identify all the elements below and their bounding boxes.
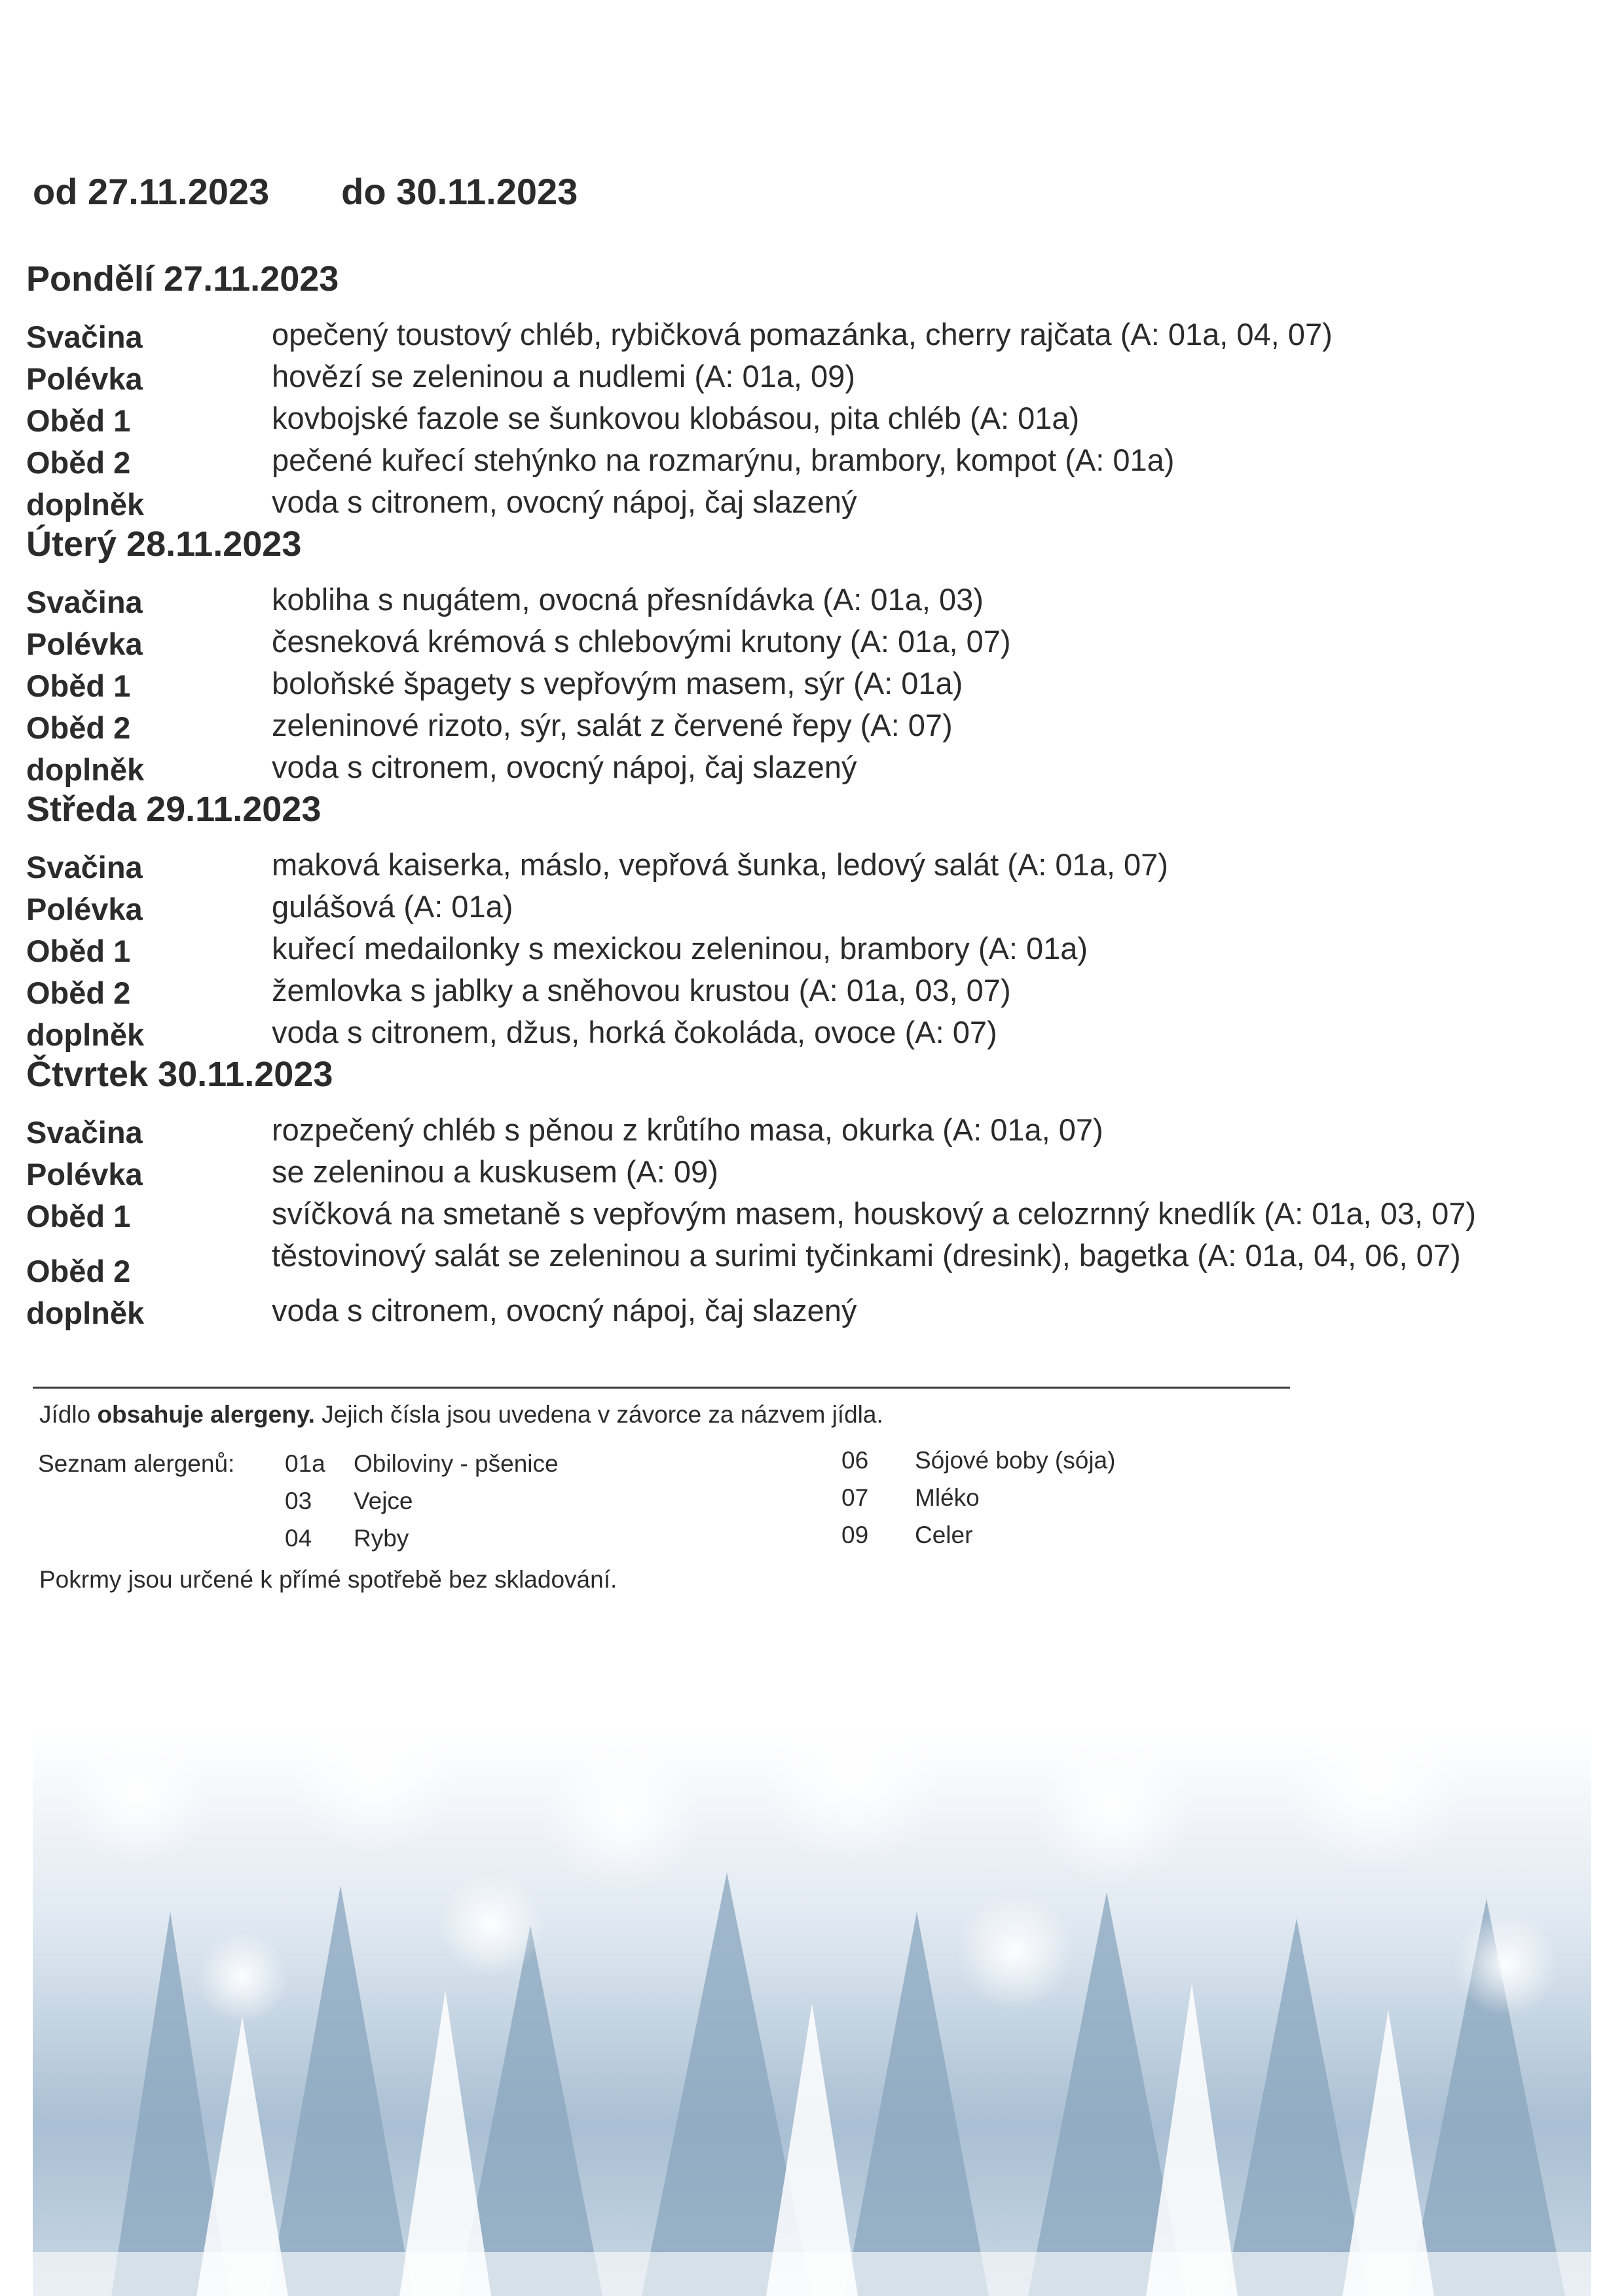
meal-text: opečený toustový chléb, rybičková pomazánka, cherry rajčata (A: 01a, 04, 07) <box>272 317 1333 352</box>
meal-label: Oběd 1 <box>26 934 131 968</box>
menu-row <box>26 399 1532 441</box>
allergen-item <box>841 1447 1115 1474</box>
menu-row <box>26 1236 1532 1291</box>
menu-row <box>26 971 1532 1013</box>
menu-row <box>26 887 1532 929</box>
meal-label: doplněk <box>26 1017 145 1052</box>
menu-row <box>26 1110 1532 1152</box>
meal-text: maková kaiserka, máslo, vepřová šunka, ledový salát (A: 01a, 07) <box>272 847 1168 882</box>
meal-label: Oběd 1 <box>26 1199 131 1233</box>
allergen-note-bold: obsahuje alergeny. <box>97 1401 315 1428</box>
meal-label: doplněk <box>26 1296 145 1330</box>
allergen-item <box>841 1522 972 1549</box>
meal-label: Svačina <box>26 1115 143 1150</box>
menu-row <box>26 315 1532 357</box>
divider-line <box>33 1387 1290 1389</box>
date-range <box>33 170 578 213</box>
allergen-code: 09 <box>841 1522 869 1548</box>
meal-label: Svačina <box>26 585 143 619</box>
meal-label: Oběd 2 <box>26 710 131 745</box>
allergen-code: 03 <box>285 1487 312 1514</box>
day-title: Středa 29.11.2023 <box>26 790 322 829</box>
allergen-code: 04 <box>285 1525 312 1552</box>
allergen-name: Celer <box>915 1522 973 1548</box>
menu-row <box>26 1152 1532 1194</box>
allergen-name: Obiloviny - pšenice <box>354 1450 559 1477</box>
day-monday <box>26 259 1532 524</box>
menu-row <box>26 441 1532 483</box>
meal-text: hovězí se zeleninou a nudlemi (A: 01a, 09) <box>272 359 855 393</box>
menu-row <box>26 622 1532 664</box>
meal-label: Oběd 1 <box>26 668 131 703</box>
meal-label: Oběd 1 <box>26 403 131 438</box>
meal-label: doplněk <box>26 487 145 522</box>
meal-text: rozpečený chléb s pěnou z krůtího masa, okurka (A: 01a, 07) <box>272 1112 1103 1147</box>
meal-text: voda s citronem, ovocný nápoj, čaj slazený <box>272 484 857 519</box>
meal-text: kovbojské fazole se šunkovou klobásou, pita chléb (A: 01a) <box>272 401 1080 435</box>
date-from: od 27.11.2023 <box>33 171 270 212</box>
allergen-list-label: Seznam alergenů: <box>38 1450 235 1477</box>
meal-label: doplněk <box>26 752 145 787</box>
meal-text: kuřecí medailonky s mexickou zeleninou, brambory (A: 01a) <box>272 931 1088 966</box>
winter-forest-illustration <box>33 1676 1591 2296</box>
meal-text: žemlovka s jablky a sněhovou krustou (A: 01a, 03, 07) <box>272 973 1011 1008</box>
menu-row <box>26 1194 1532 1236</box>
meal-text: voda s citronem, ovocný nápoj, čaj slazený <box>272 1293 857 1328</box>
day-tuesday <box>26 524 1532 790</box>
meal-text: česneková krémová s chlebovými krutony (A: 01a, 07) <box>272 624 1011 659</box>
day-wednesday <box>26 789 1532 1055</box>
meal-label: Svačina <box>26 319 143 354</box>
menu-row <box>26 357 1532 399</box>
meal-label: Polévka <box>26 627 143 661</box>
menu-row <box>26 706 1532 748</box>
meal-label: Polévka <box>26 361 143 396</box>
allergen-note <box>39 1401 883 1429</box>
day-title: Pondělí 27.11.2023 <box>26 259 339 299</box>
menu-row <box>26 1291 1532 1333</box>
allergen-code: 01a <box>285 1450 325 1477</box>
meal-text: boloňské špagety s vepřovým masem, sýr (A: 01a) <box>272 666 963 701</box>
allergen-name: Sójové boby (sója) <box>915 1447 1116 1474</box>
day-thursday <box>26 1054 1532 1333</box>
meal-text: kobliha s nugátem, ovocná přesnídávka (A: 01a, 03) <box>272 582 984 617</box>
allergen-item <box>285 1487 413 1515</box>
meal-text: gulášová (A: 01a) <box>272 889 513 924</box>
meal-text: voda s citronem, džus, horká čokoláda, ovoce (A: 07) <box>272 1015 997 1049</box>
meal-text: pečené kuřecí stehýnko na rozmarýnu, brambory, kompot (A: 01a) <box>272 443 1175 477</box>
menu-row <box>26 580 1532 622</box>
menu-row <box>26 929 1532 971</box>
allergen-note-pre: Jídlo <box>39 1401 98 1428</box>
meal-label: Oběd 2 <box>26 445 131 480</box>
meal-label: Oběd 2 <box>26 1254 131 1288</box>
date-to: do 30.11.2023 <box>341 171 578 212</box>
day-title: Úterý 28.11.2023 <box>26 524 302 564</box>
day-title: Čtvrtek 30.11.2023 <box>26 1055 333 1094</box>
meal-label: Svačina <box>26 850 143 884</box>
allergen-name: Mléko <box>915 1484 980 1511</box>
allergen-name: Ryby <box>354 1525 409 1552</box>
menu-row <box>26 483 1532 524</box>
allergen-item <box>285 1525 409 1552</box>
meal-label: Polévka <box>26 1157 143 1192</box>
storage-note: Pokrmy jsou určené k přímé spotřebě bez skladování. <box>39 1566 618 1593</box>
allergen-code: 07 <box>841 1484 869 1511</box>
menu-row <box>26 1013 1532 1055</box>
meal-label: Oběd 2 <box>26 975 131 1010</box>
meal-text: svíčková na smetaně s vepřovým masem, houskový a celozrnný knedlík (A: 01a, 03, 07) <box>272 1196 1477 1231</box>
menu-row <box>26 845 1532 887</box>
meal-text: zeleninové rizoto, sýr, salát z červené řepy (A: 07) <box>272 708 953 742</box>
menu-row <box>26 664 1532 706</box>
menu-row <box>26 748 1532 790</box>
allergen-item <box>285 1450 559 1478</box>
meal-text: těstovinový salát se zeleninou a surimi tyčinkami (dresink), bagetka (A: 01a, 04, 06, 07) <box>272 1238 1461 1273</box>
allergen-code: 06 <box>841 1447 869 1474</box>
meal-label: Polévka <box>26 892 143 926</box>
allergen-item <box>841 1484 980 1512</box>
allergen-note-post: Jejich čísla jsou uvedena v závorce za názvem jídla. <box>314 1401 883 1428</box>
allergen-name: Vejce <box>354 1487 413 1514</box>
meal-text: se zeleninou a kuskusem (A: 09) <box>272 1154 718 1189</box>
meal-text: voda s citronem, ovocný nápoj, čaj slazený <box>272 750 857 784</box>
